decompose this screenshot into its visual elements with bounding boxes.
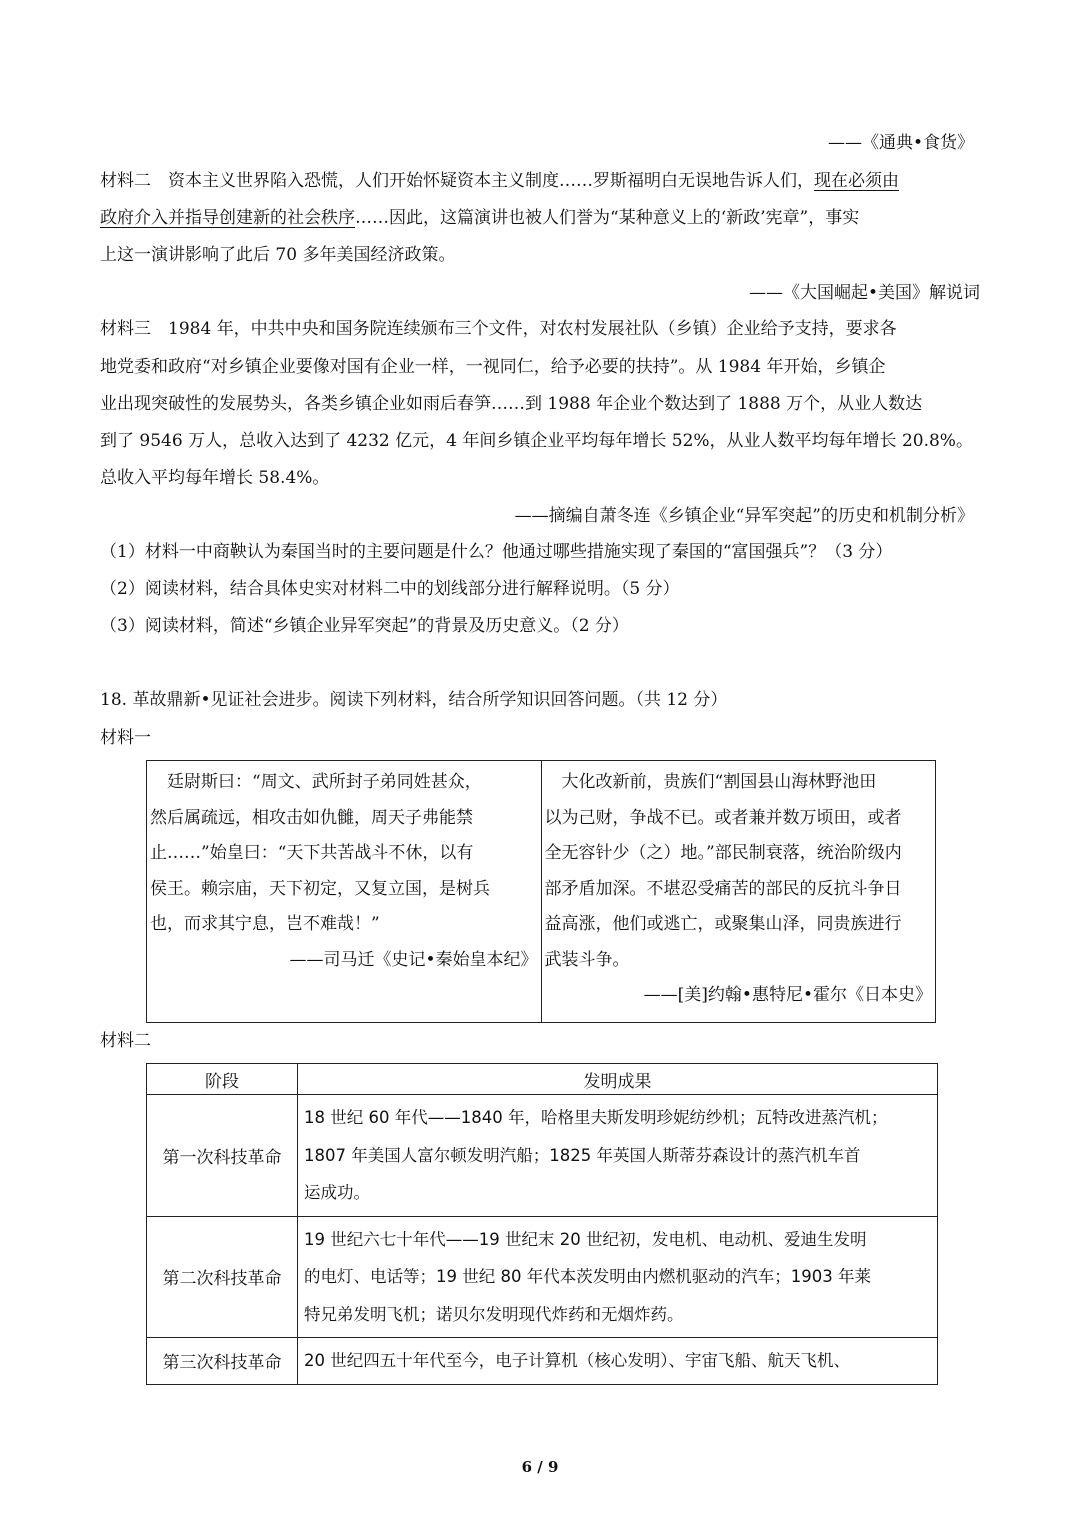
material2-text: 材料二 资本主义世界陷入恐慌，人们开始怀疑资本主义制度……罗斯福明白无误地告诉人们， <box>100 171 814 191</box>
quote-source: ——司马迁《史记•秦始皇本纪》 <box>289 949 538 970</box>
quote-left-cell <box>147 761 542 1023</box>
quote-line: 部矛盾加深。不堪忍受痛苦的部民的反抗斗争日 <box>544 878 902 899</box>
quote-line: 大化改新前，贵族们“割国县山海林野池田 <box>544 772 877 792</box>
header-stage: 阶段 <box>147 1064 298 1095</box>
results-cell <box>298 1216 938 1338</box>
quote-line: 以为己财，争战不已。或者兼并数万顷田，或者 <box>544 807 902 828</box>
quote-line: 止……”始皇曰：“天下共苦战斗不休，以有 <box>150 843 474 863</box>
question-2: （2）阅读材料，结合具体史实对材料二中的划线部分进行解释说明。（5 分） <box>100 579 680 599</box>
quote-line: 益高涨，他们或逃亡，或聚集山泽，同贵族进行 <box>544 914 902 934</box>
table-row <box>147 1095 938 1217</box>
material2-underlined-text: 政府介入并指导创建新的社会秩序 <box>100 208 355 228</box>
question-18-title: 18. 革故鼎新•见证社会进步。阅读下列材料，结合所学知识回答问题。（共 12 分） <box>100 690 728 710</box>
material3-line: 业出现突破性的发展势头，各类乡镇企业如雨后春笋……到 1988 年企业个数达到了 1888 万个，从业人数达 <box>100 394 923 414</box>
result-line: 18 世纪 60 年代——1840 年，哈格里夫斯发明珍妮纺纱机；瓦特改进蒸汽机； <box>304 1108 888 1127</box>
quote-line: 然后属疏远，相攻击如仇雠，周天子弗能禁 <box>150 807 473 828</box>
material2-text: ……因此，这篇演讲也被人们誉为“某种意义上的‘新政’宪章”，事实 <box>355 208 860 228</box>
result-line: 的电灯、电话等；19 世纪 80 年代本茨发明由内燃机驱动的汽车；1903 年莱 <box>304 1267 871 1286</box>
page-number: 6 / 9 <box>521 1458 559 1476</box>
material2-source: ——《大国崛起•美国》解说词 <box>748 283 980 303</box>
results-cell <box>298 1338 938 1385</box>
material3-line: 总收入平均每年增长 58.4%。 <box>100 468 330 488</box>
stage-cell: 第二次科技革命 <box>147 1216 298 1338</box>
quote-line: 武装斗争。 <box>544 949 630 970</box>
table-row <box>147 1216 938 1338</box>
result-line: 运成功。 <box>304 1183 370 1202</box>
material3-line: 到了 9546 万人，总收入达到了 4232 亿元，4 年间乡镇企业平均每年增长 52%，从业人数平均每年增长 20.8%。 <box>100 431 973 451</box>
result-line: 特兄弟发明飞机；诺贝尔发明现代炸药和无烟炸药。 <box>304 1304 684 1324</box>
quote-line: 全无容针少（之）地。”部民制衰落，统治阶级内 <box>544 843 902 863</box>
quote-line: 侯王。赖宗庙，天下初定，又复立国，是树兵 <box>150 878 490 899</box>
material1-quote-table <box>146 760 936 1023</box>
quote-line: 也，而求其宁息，岂不难哉！” <box>150 914 380 934</box>
material3-source: ——摘编自萧冬连《乡镇企业“异军突起”的历史和机制分析》 <box>514 506 974 526</box>
quote-line: 廷尉斯曰：“周文、武所封子弟同姓甚众， <box>150 772 482 792</box>
material3-line: 材料三 1984 年，中共中央和国务院连续颁布三个文件，对农村发展社队（乡镇）企业给予支持，要求各 <box>100 319 897 339</box>
material2-line-2 <box>100 207 859 229</box>
quote-right-cell <box>541 761 936 1023</box>
table-row <box>147 1338 938 1385</box>
material2-label: 材料二 <box>100 1031 151 1051</box>
result-line: 20 世纪四五十年代至今，电子计算机（核心发明）、宇宙飞船、航天飞机、 <box>304 1351 850 1370</box>
question-1: （1）材料一中商鞅认为秦国当时的主要问题是什么？他通过哪些措施实现了秦国的“富国强兵”？（3 分） <box>100 542 893 562</box>
result-line: 1807 年美国人富尔顿发明汽船；1825 年英国人斯蒂芬森设计的蒸汽机车首 <box>304 1145 861 1165</box>
header-results: 发明成果 <box>298 1064 938 1095</box>
material1-source: ——《通典•食货》 <box>827 133 974 153</box>
question-3: （3）阅读材料，简述“乡镇企业异军突起”的背景及历史意义。（2 分） <box>100 616 629 636</box>
material1-label: 材料一 <box>100 728 151 748</box>
inventions-table <box>146 1063 938 1385</box>
stage-cell: 第一次科技革命 <box>147 1095 298 1217</box>
quote-source: ——[美]约翰•惠特尼•霍尔《日本史》 <box>643 985 932 1005</box>
material2-line-1 <box>100 170 899 192</box>
results-cell <box>298 1095 938 1217</box>
stage-cell: 第三次科技革命 <box>147 1338 298 1385</box>
material2-underlined-text: 现在必须由 <box>814 171 899 191</box>
table-header-row <box>147 1064 938 1095</box>
material2-line-3: 上这一演讲影响了此后 70 多年美国经济政策。 <box>100 245 456 265</box>
result-line: 19 世纪六七十年代——19 世纪末 20 世纪初，发电机、电动机、爱迪生发明 <box>304 1229 867 1249</box>
material3-line: 地党委和政府“对乡镇企业要像对国有企业一样，一视同仁，给予必要的扶持”。从 1984 年开始，乡镇企 <box>100 357 886 377</box>
